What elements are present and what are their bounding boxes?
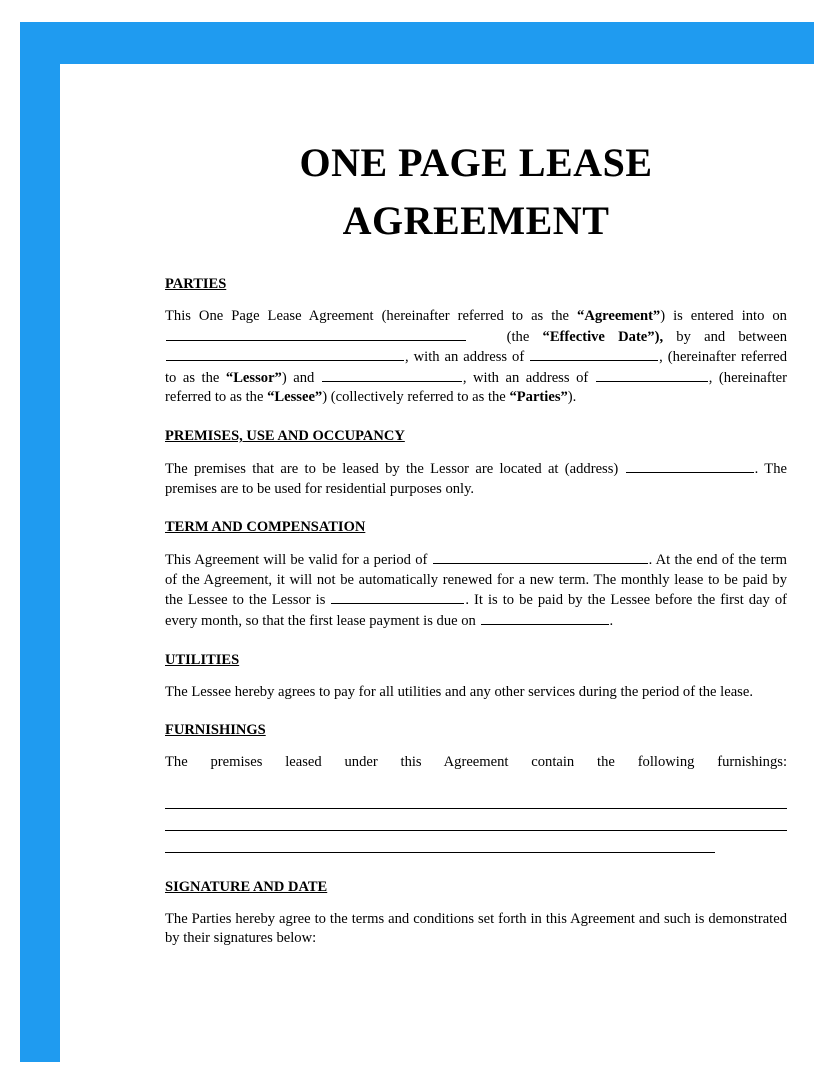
text-run: ). [567,389,577,406]
blank-field-term-period[interactable] [433,550,648,564]
section-heading-furnishings: FURNISHINGS [165,722,266,739]
term-effective-date: “Effective Date”), [542,328,664,345]
text-run: The premises that are to be leased by the Lessor are located at (address) [165,460,625,477]
furnishings-blank-lines [165,787,787,853]
blank-field-entered-into-on[interactable] [166,327,466,341]
term-lessee: “Lessee” [267,389,323,406]
blank-field-party-two-name[interactable] [322,368,462,382]
furnishings-line-1[interactable] [165,787,787,809]
text-run: by and between [663,328,787,345]
section-paragraph-parties [165,307,787,408]
text-run: ) is entered into on [660,308,787,324]
section-heading-parties: PARTIES [165,276,227,292]
text-run: . It is to be paid by the Lessee before the first day of every month, so that the first lease payment is due on [165,592,787,629]
section-heading-premises: PREMISES, USE AND OCCUPANCY [165,427,405,444]
section-heading-utilities: UTILITIES [165,651,240,668]
blank-field-premises-address[interactable] [626,459,754,473]
document-body [165,134,787,949]
term-parties: “Parties” [509,389,568,406]
text-run: , (hereinafter referred to as the [165,349,787,386]
section-paragraph-signature: The Parties hereby agree to the terms and conditions set forth in this Agreement and such is demonstrated by their signatures below: [165,910,787,947]
blank-field-party-one-name[interactable] [166,347,404,361]
term-agreement: “Agreement” [577,308,661,324]
furnishings-line-2[interactable] [165,809,787,831]
text-run: . [609,612,614,629]
text-run: . At the end of the term of the Agreement, it will not be automatically renewed for a new term. The monthly lease to be paid by the Lessee to the Lessor is [165,552,787,609]
text-run: , with an address of [462,369,595,386]
furnishings-line-3[interactable] [165,831,715,853]
text-run: , with an address of [405,349,530,366]
text-run: (the [506,328,543,345]
section-paragraph-premises [165,459,787,499]
blank-field-party-two-address[interactable] [596,368,708,382]
blank-field-first-payment-date[interactable] [481,611,609,625]
section-heading-signature: SIGNATURE AND DATE [165,878,328,895]
section-paragraph-term [165,550,787,631]
text-run: . The premises are to be used for residential purposes only. [165,460,787,497]
section-heading-term: TERM AND COMPENSATION [165,519,366,536]
section-paragraph-furnishings [165,753,787,773]
blank-field-monthly-lease-amount[interactable] [331,590,464,604]
text-run: This Agreement will be valid for a period of [165,552,432,569]
blank-field-party-one-address[interactable] [530,347,658,361]
page-title: ONE PAGE LEASE AGREEMENT [299,140,653,243]
text-run: ) (collectively referred to as the [322,389,510,406]
text-run: The premises leased under this Agreement contain the following furnishings: [165,754,787,771]
section-paragraph-utilities: The Lessee hereby agrees to pay for all utilities and any other services during the period of the lease. [165,683,753,700]
text-run: , (hereinafter referred to as the [165,369,787,406]
page-paper [60,64,814,1064]
term-lessor: “Lessor” [225,369,282,386]
text-run: ) and [281,369,321,386]
text-run: This One Page Lease Agreement (hereinafter referred to as the [165,308,578,324]
page-border-band [20,22,814,1062]
